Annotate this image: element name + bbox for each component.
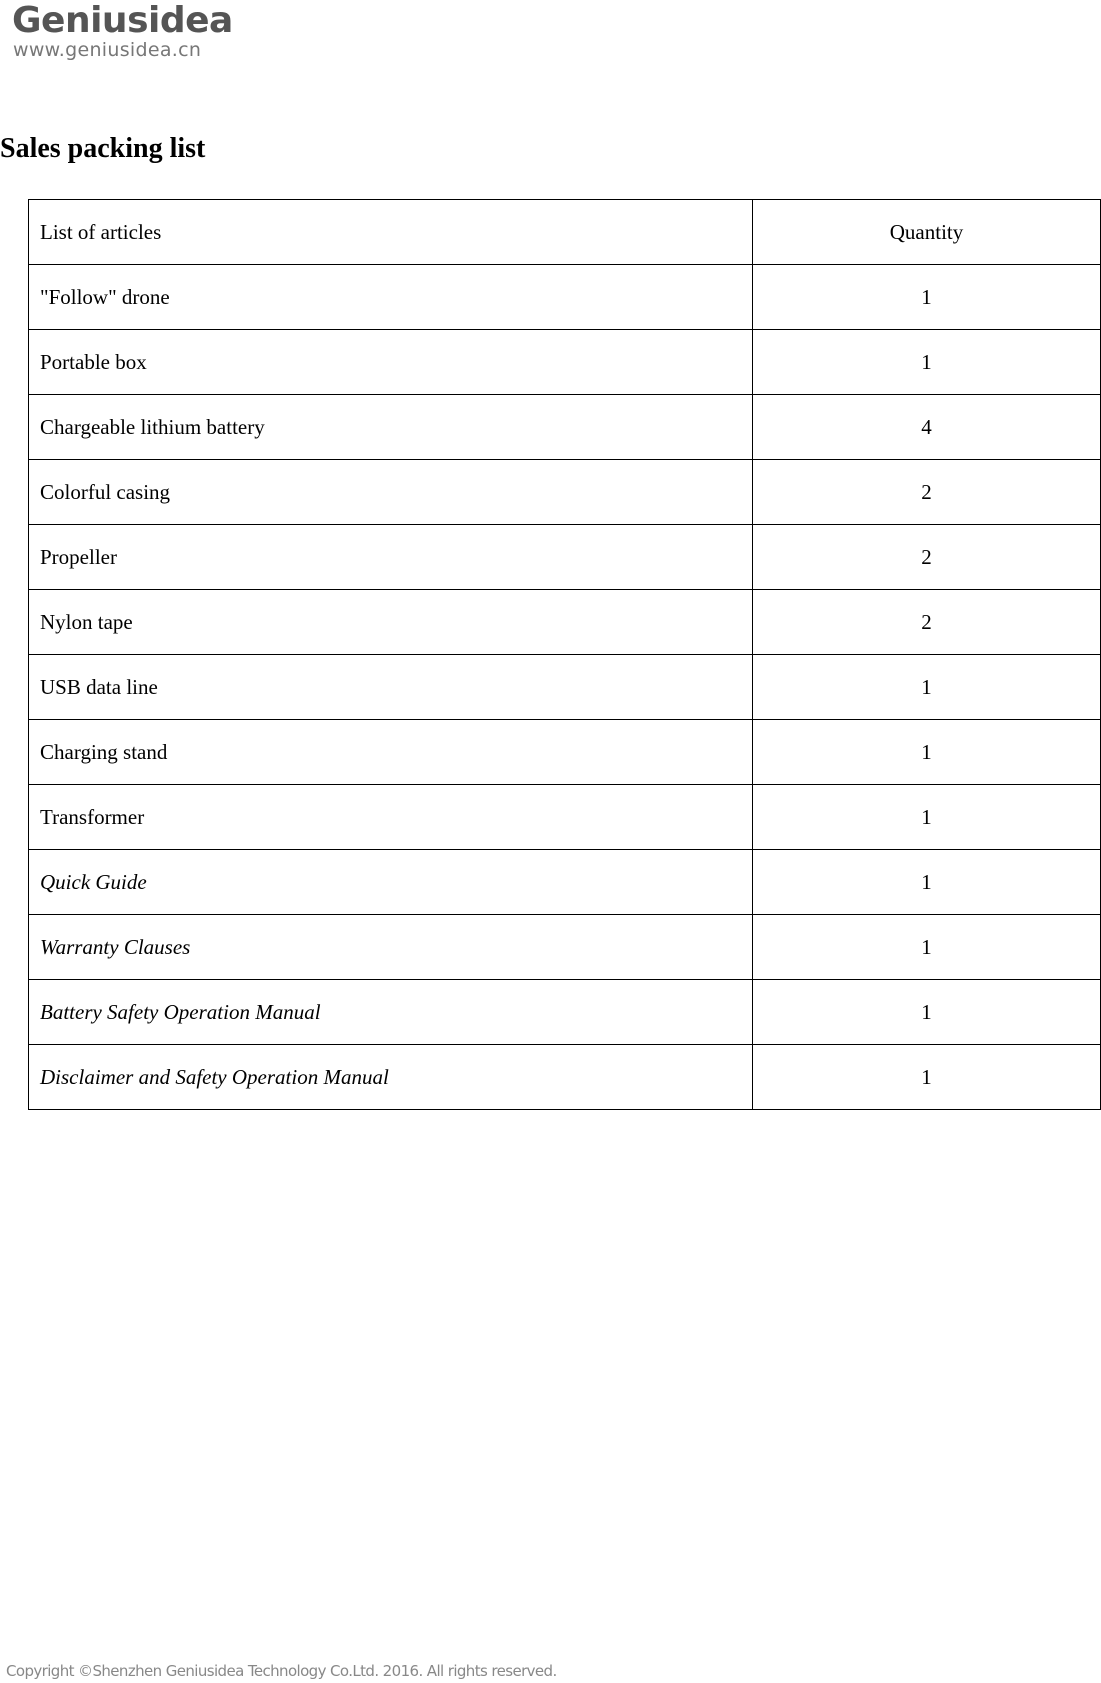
table-row	[29, 915, 1101, 980]
article-cell: Quick Guide	[29, 850, 753, 915]
quantity-cell: 1	[753, 850, 1101, 915]
article-cell: Propeller	[29, 525, 753, 590]
quantity-cell: 2	[753, 590, 1101, 655]
article-cell: Battery Safety Operation Manual	[29, 980, 753, 1045]
article-cell: Disclaimer and Safety Operation Manual	[29, 1045, 753, 1110]
table-row	[29, 655, 1101, 720]
article-cell: Nylon tape	[29, 590, 753, 655]
table-row	[29, 265, 1101, 330]
table-header-row	[29, 200, 1101, 265]
article-cell: USB data line	[29, 655, 753, 720]
column-header-article: List of articles	[29, 200, 753, 265]
quantity-cell: 1	[753, 785, 1101, 850]
quantity-cell: 1	[753, 655, 1101, 720]
table-row	[29, 460, 1101, 525]
column-header-quantity: Quantity	[753, 200, 1101, 265]
table-row	[29, 395, 1101, 460]
quantity-cell: 4	[753, 395, 1101, 460]
quantity-cell: 1	[753, 265, 1101, 330]
logo-url: www.geniusidea.cn	[13, 39, 202, 61]
copyright-footer: Copyright ©Shenzhen Geniusidea Technology Co.Ltd. 2016. All rights reserved.	[6, 1662, 557, 1680]
quantity-cell: 1	[753, 1045, 1101, 1110]
table-row	[29, 850, 1101, 915]
quantity-cell: 1	[753, 915, 1101, 980]
table-row	[29, 720, 1101, 785]
article-cell: Chargeable lithium battery	[29, 395, 753, 460]
article-cell: Transformer	[29, 785, 753, 850]
quantity-cell: 1	[753, 980, 1101, 1045]
quantity-cell: 1	[753, 720, 1101, 785]
company-logo	[12, 2, 252, 62]
quantity-cell: 2	[753, 460, 1101, 525]
logo-name: Geniusidea	[12, 0, 233, 41]
article-cell: Charging stand	[29, 720, 753, 785]
article-cell: Warranty Clauses	[29, 915, 753, 980]
quantity-cell: 2	[753, 525, 1101, 590]
table-row	[29, 1045, 1101, 1110]
article-cell: Colorful casing	[29, 460, 753, 525]
packing-list-table	[28, 199, 1101, 1110]
page-title: Sales packing list	[0, 133, 206, 164]
article-cell: "Follow" drone	[29, 265, 753, 330]
table-row	[29, 980, 1101, 1045]
quantity-cell: 1	[753, 330, 1101, 395]
table-row	[29, 330, 1101, 395]
article-cell: Portable box	[29, 330, 753, 395]
table-row	[29, 785, 1101, 850]
table-row	[29, 525, 1101, 590]
table-row	[29, 590, 1101, 655]
